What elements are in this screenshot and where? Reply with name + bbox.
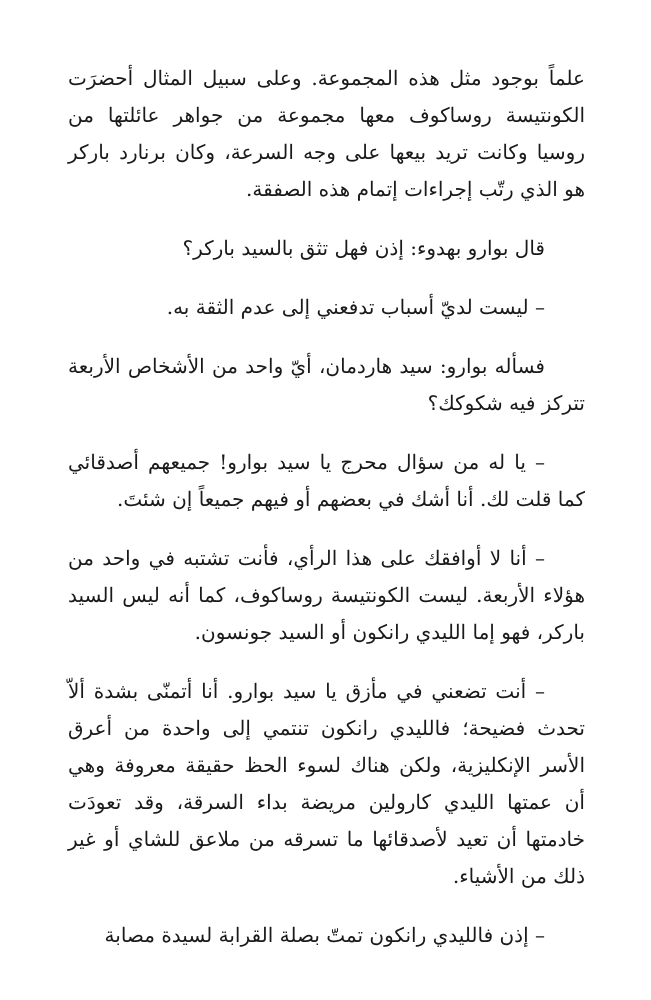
paragraph-3: – ليست لديّ أسباب تدفعني إلى عدم الثقة به. (166, 295, 545, 319)
paragraph-8: – إذن فالليدي رانكون تمتّ بصلة القرابة لسيدة مصابة (104, 923, 545, 947)
paragraph-7: – أنت تضعني في مأزق يا سيد بوارو. أنا أتمنّى بشدة ألاّ تحدث فضيحة؛ فالليدي رانكون تنتمي إلى واحدة من أعرق الأسر الإنكليزية، ولكن هناك لسوء الحظ حقيقة معروفة وهي أن عمتها الليدي كارولين مريضة بداء السرقة، وقد تعودَت خادمتها أن تعيد لأصدقائها ما تسرقه من ملاعق للشاي أو غير ذلك من الأشياء. (68, 679, 585, 888)
paragraph-6: – أنا لا أوافقك على هذا الرأي، فأنت تشتبه في واحد من هؤلاء الأربعة. ليست الكونتيسة روساكوف، كما أنه ليس السيد باركر، فهو إما الليدي رانكون أو السيد جونسون. (68, 546, 585, 644)
paragraph-4: فسأله بوارو: سيد هاردمان، أيّ واحد من الأشخاص الأربعة تتركز فيه شكوكك؟ (68, 354, 585, 415)
paragraph-2: قال بوارو بهدوء: إذن فهل تثق بالسيد باركر؟ (182, 236, 545, 260)
paragraph-5: – يا له من سؤال محرج يا سيد بوارو! جميعهم أصدقائي كما قلت لك. أنا أشك في بعضهم أو فيهم جميعاً إن شئتَ. (68, 450, 585, 511)
paragraph-1: علماً بوجود مثل هذه المجموعة. وعلى سبيل المثال أحضرَت الكونتيسة روساكوف معها مجموعة من جواهر عائلتها من روسيا وكانت تريد بيعها على وجه السرعة، وكان برنارد باركر هو الذي رتّب إجراءات إتمام هذه الصفقة. (68, 66, 585, 201)
